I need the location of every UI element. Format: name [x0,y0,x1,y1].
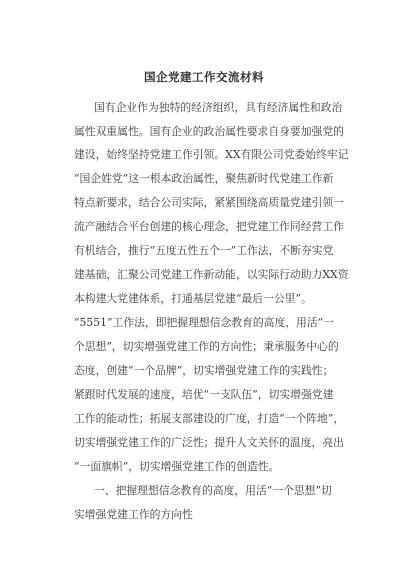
paragraph-line: 本构建大党建体系，打通基层党建“最后一公里”。 [74,292,312,305]
paragraph-line: 属性双重属性。国有企业的政治属性要求自身要加强党的 [74,125,344,138]
paragraph-line: “5551”工作法，即把握理想信念教育的高度，用活“一 [74,316,334,329]
section-heading-line: 一、把握理想信念教育的高度，用活“一个思想”切 [94,484,332,497]
paragraph-line: 工作的能动性；拓展支部建设的广度，打造“一个阵地”， [74,412,345,425]
paragraph-line: “国企姓党”这一根本政治属性，聚焦新时代党建工作新 [74,172,334,185]
paragraph-line: 切实增强党建工作的广泛性；提升人文关怀的温度，亮出 [74,436,344,449]
paragraph-line: 个思想”，切实增强党建工作的方向性；秉承服务中心的 [74,340,339,353]
paragraph-line: 建设，始终坚持党建工作引领。XX有限公司党委始终牢记 [74,148,349,161]
paragraph-line: 态度，创建“一个品牌”，切实增强党建工作的实践性； [74,364,334,377]
paragraph-line: 国有企业作为独特的经济组织，具有经济属性和政治 [94,101,343,114]
paragraph-line: 建基础，汇聚公司党建工作新动能，以实际行动助力XX资 [74,268,349,281]
document-title: 国企党建工作交流材料 [144,70,264,84]
section-heading-line: 实增强党建工作的方向性 [74,508,193,521]
paragraph-line: 流产融结合平台创建的核心理念，把党建工作同经营工作 [74,220,344,233]
paragraph-line: 有机结合，推行“五度五性五个一”工作法，不断夯实党 [74,244,334,257]
paragraph-line: 紧跟时代发展的速度，培优“一支队伍”，切实增强党建 [74,388,334,401]
paragraph-line: 特点新要求，结合公司实际，紧紧围绕高质量党建引领一 [74,196,344,209]
paragraph-line: “一面旗帜”，切实增强党建工作的创造性。 [74,460,280,473]
